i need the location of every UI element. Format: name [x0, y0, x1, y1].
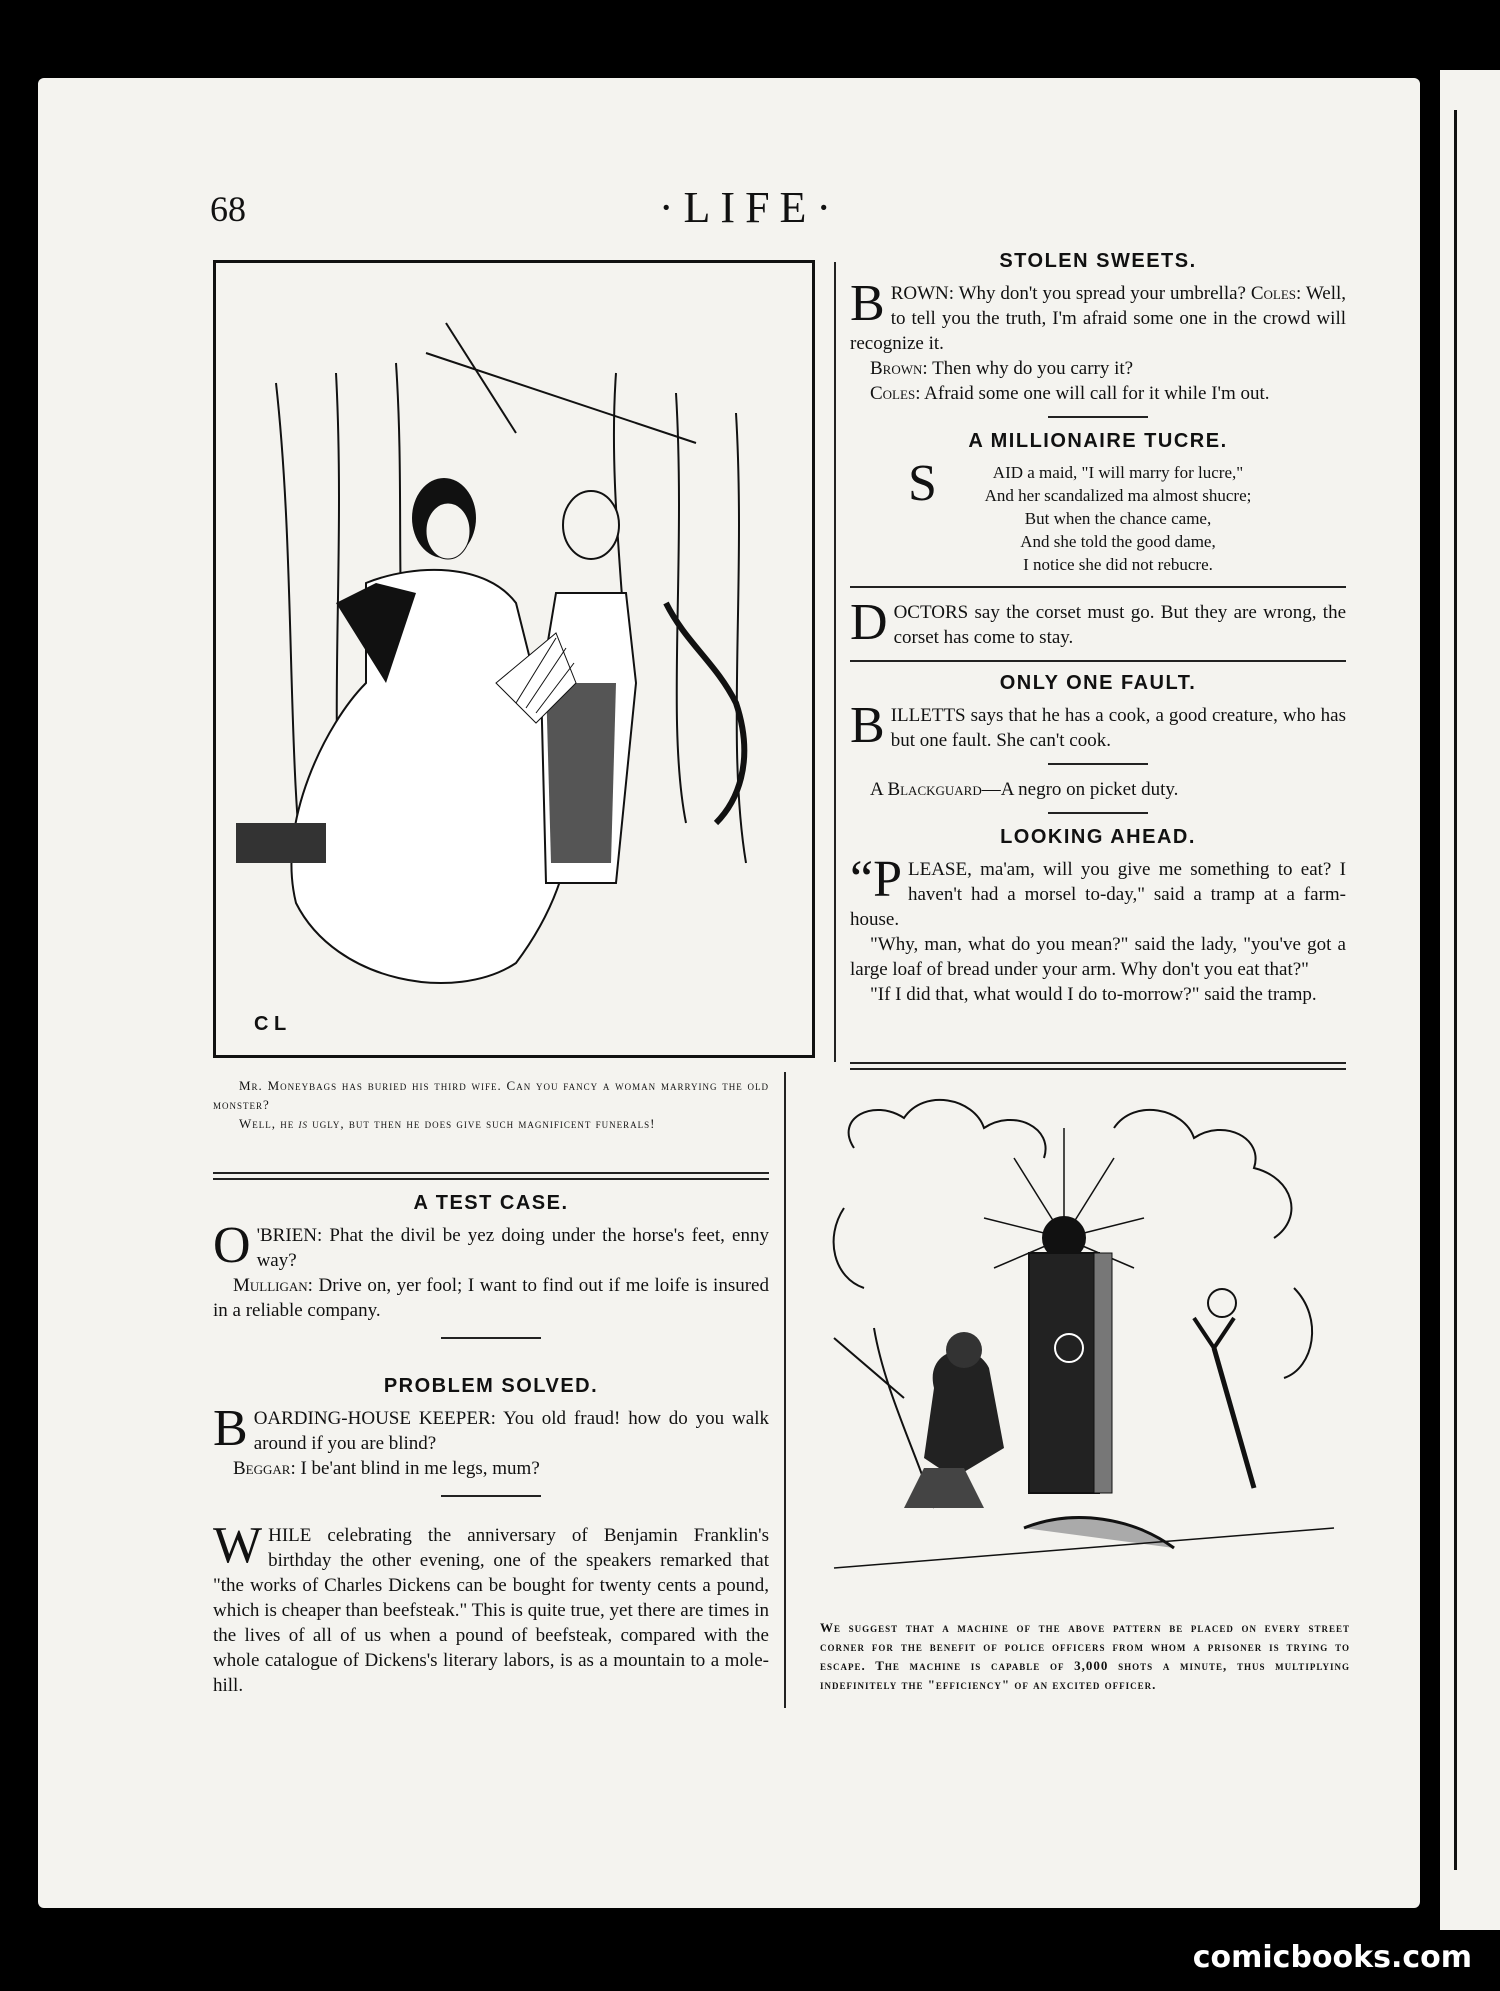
blackguard-paragraph — [850, 777, 1346, 802]
speaker-mulligan: Mulligan — [233, 1275, 308, 1296]
divider-full-2 — [850, 660, 1346, 662]
drop-cap-s: S — [908, 455, 937, 512]
stolen-sweets-p1 — [850, 275, 1347, 356]
illustration-ladies — [213, 260, 815, 1058]
test-case-p1 — [213, 1217, 769, 1274]
blackguard-pre: A — [870, 779, 888, 800]
speaker-brown: ROWN — [890, 283, 949, 304]
test-case-title: A TEST CASE. — [413, 1192, 569, 1214]
caption-machine-text: We suggest that a machine of the above pattern be placed on every street corner for the benefit of police officers from whom a prisoner is trying to escape. The machine is capable of 3,000 shots a minute, thus multiplying indefinitely the "efficiency" of an excited officer. — [820, 1620, 1350, 1692]
looking-ahead-p2: "Why, man, what do you mean?" said the lady, "you've got a large loaf of bread under your arm. Why don't you eat that?" — [850, 934, 1346, 980]
verse-line-2: And her scandalized ma almost shucre; — [984, 486, 1252, 505]
ladies-drawing — [216, 263, 812, 1055]
stolen-sweets-p2-text: : Well, to tell you the truth, I'm afraid some one in the crowd will recognize it. — [850, 283, 1347, 354]
problem-solved-title: PROBLEM SOLVED. — [383, 1375, 599, 1397]
speaker-brown-2: Brown — [870, 358, 923, 379]
verse-line-5: I notice she did not rebucre. — [1023, 555, 1213, 574]
drop-cap-w: W — [213, 1517, 263, 1574]
stolen-sweets-p1-text: : Why don't you spread your umbrella? — [948, 283, 1246, 304]
divider — [1048, 763, 1148, 765]
caption-line-2 — [213, 1114, 769, 1133]
caption-line-1: Mr. Moneybags has buried his third wife. Can you fancy a woman marrying the old monster? — [213, 1078, 769, 1112]
stolen-sweets-p3-text: : Then why do you carry it? — [922, 358, 1134, 379]
double-rule-right-2 — [850, 1068, 1346, 1070]
problem-solved-p2-text: : I be'ant blind in me legs, mum? — [290, 1458, 540, 1479]
only-one-fault-text: ILLETTS says that he has a cook, a good creature, who has but one fault. She can't cook. — [890, 705, 1346, 751]
looking-ahead-title: LOOKING AHEAD. — [1000, 826, 1196, 848]
doctors-text: OCTORS say the corset must go. But they are wrong, the corset has come to stay. — [893, 602, 1346, 648]
looking-ahead-p3: "If I did that, what would I do to-morrow?" said the tramp. — [870, 984, 1317, 1005]
page-number: 68 — [210, 189, 246, 229]
double-rule-2 — [213, 1178, 769, 1180]
problem-solved-p2 — [213, 1456, 769, 1481]
problem-solved-p1 — [213, 1400, 769, 1457]
test-case-p2 — [213, 1273, 769, 1323]
verse-line-4: And she told the good dame, — [1020, 532, 1216, 551]
site-watermark: comicbooks.com — [1192, 1940, 1472, 1975]
drop-cap-p: “P — [850, 851, 902, 908]
speaker-beggar: Beggar — [233, 1458, 291, 1479]
millionaire-verse — [850, 455, 1346, 576]
speaker-coles-2: Coles — [870, 383, 916, 404]
drop-cap-b: B — [213, 1400, 248, 1457]
caption-2-pre: Well, he — [239, 1116, 299, 1131]
test-case-p1-text: 'BRIEN: Phat the divil be yez doing under the horse's feet, enny way? — [256, 1225, 769, 1271]
blackguard-text: —A negro on picket duty. — [981, 779, 1179, 800]
verse-line-3: But when the chance came, — [1024, 509, 1212, 528]
franklin-paragraph — [213, 1517, 769, 1698]
stolen-sweets-p4-text: : Afraid some one will call for it while I'm out. — [915, 383, 1270, 404]
doctors-paragraph — [850, 594, 1346, 651]
verse-line-1: AID a maid, "I will marry for lucre," — [992, 463, 1244, 482]
double-rule-right-1 — [850, 1062, 1346, 1064]
looking-ahead-p1 — [850, 851, 1346, 932]
caption-ladies — [213, 1076, 769, 1133]
blackguard-term: Blackguard — [887, 779, 982, 800]
drop-cap-d: D — [850, 594, 888, 651]
stolen-sweets-title: STOLEN SWEETS. — [999, 250, 1197, 272]
problem-solved-p1-text: OARDING-HOUSE KEEPER: You old fraud! how do you walk around if you are blind? — [253, 1408, 769, 1454]
caption-2-em: is — [298, 1116, 309, 1131]
divider — [1048, 812, 1148, 814]
franklin-text: HILE celebrating the anniversary of Benjamin Franklin's birthday the other evening, one of the speakers remarked that "the works of Charles Dickens can be bought for twenty cents a pound, which is cheaper than beefsteak." This is quite true, yet there are times in the lives of all of us when a pound of beefsteak, compared with the whole catalogue of Dickens's literary labors, is as a mountain to a mole-hill. — [213, 1525, 769, 1696]
millionaire-title: A MILLIONAIRE TUCRE. — [968, 430, 1228, 452]
column-rule — [834, 262, 836, 1062]
divider — [1048, 416, 1148, 418]
machine-drawing — [814, 1088, 1354, 1592]
looking-ahead-p1-text: LEASE, ma'am, will you give me something to eat? I haven't had a morsel to-day," said a tramp at a farm-house. — [850, 859, 1346, 930]
column-rule-lower — [784, 1072, 786, 1708]
divider-full — [850, 586, 1346, 588]
stolen-sweets-p3 — [850, 356, 1346, 381]
drop-cap-b-billetts: B — [850, 697, 885, 754]
divider — [441, 1495, 541, 1497]
illustration-machine — [814, 1088, 1354, 1592]
artist-signature: C L — [254, 1013, 287, 1035]
next-page-edge — [1440, 70, 1500, 1930]
drop-cap-o: O — [213, 1217, 251, 1274]
only-one-fault-paragraph — [850, 697, 1346, 754]
stolen-sweets-p4 — [850, 381, 1346, 406]
right-column-text — [850, 250, 1346, 1007]
masthead: ·LIFE· — [658, 183, 842, 232]
speaker-coles: Coles — [1250, 283, 1297, 304]
caption-2-post: ugly, but then he does give such magnificent funerals! — [308, 1116, 656, 1131]
left-column-text — [213, 1192, 769, 1698]
only-one-fault-title: ONLY ONE FAULT. — [999, 672, 1197, 694]
test-case-p2-text: : Drive on, yer fool; I want to find out if me loife is insured in a reliable company. — [213, 1275, 769, 1321]
drop-cap-b-brown: B — [850, 275, 885, 332]
caption-machine — [820, 1618, 1350, 1694]
double-rule-1 — [213, 1172, 769, 1174]
divider — [441, 1337, 541, 1339]
